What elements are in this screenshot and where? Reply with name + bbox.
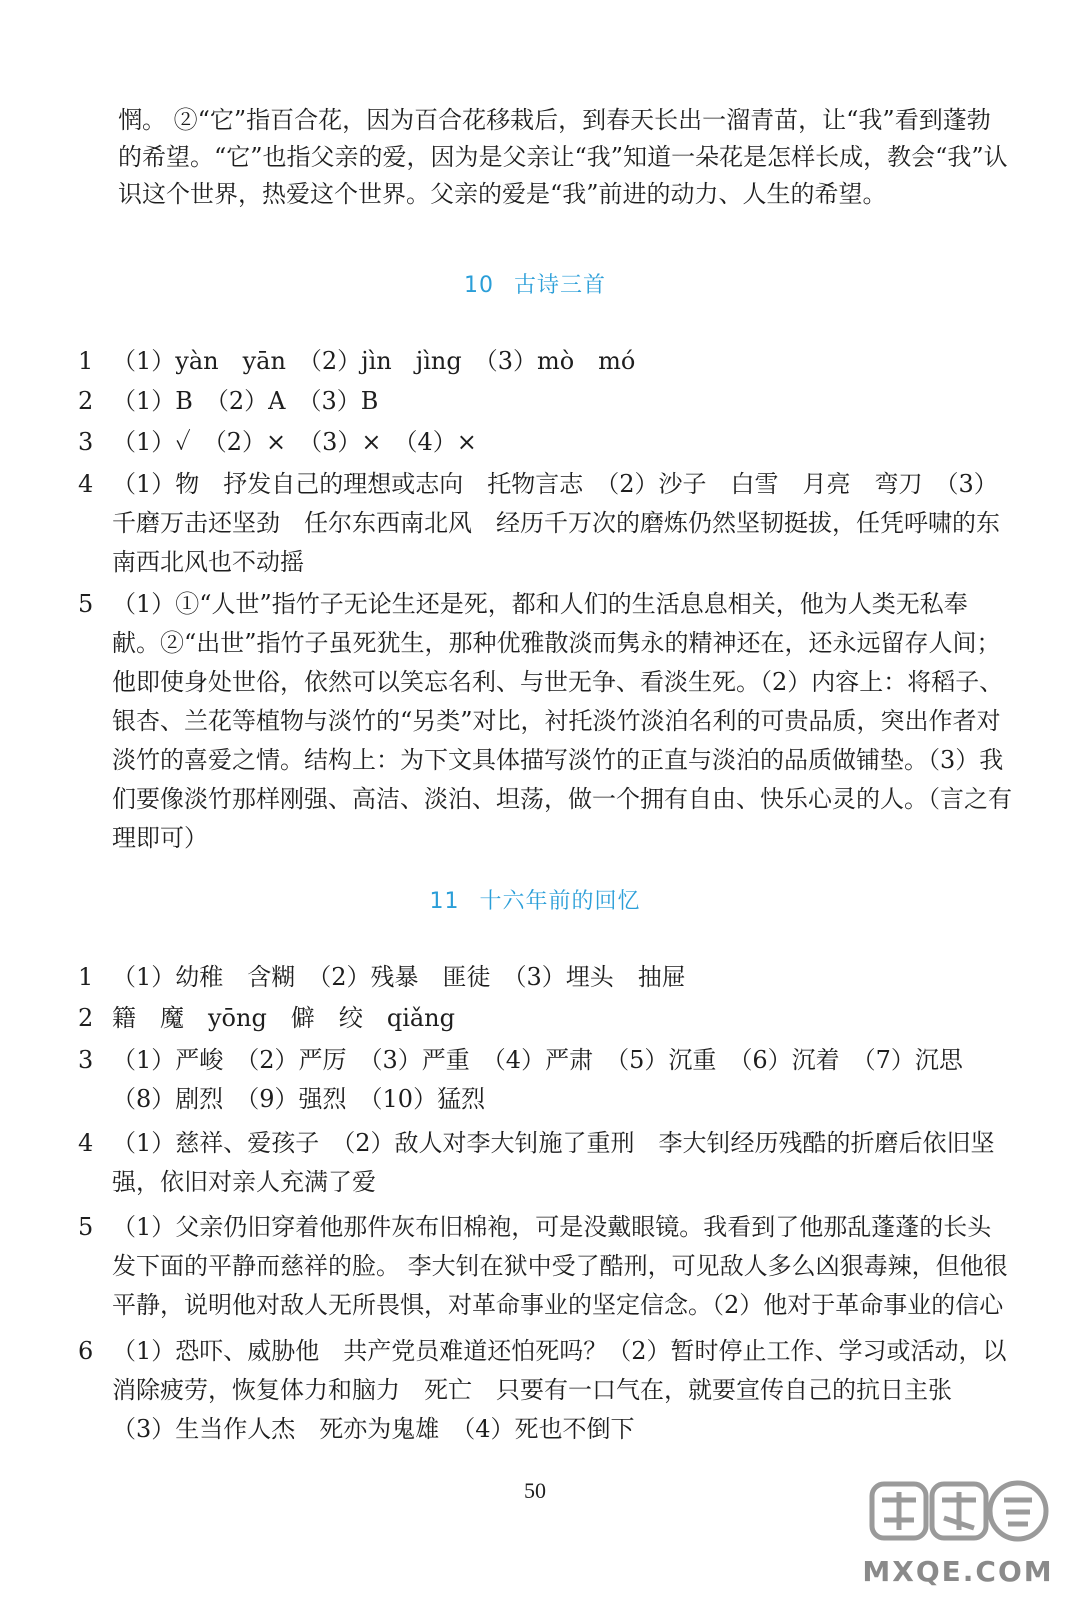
- question-11-1: [78, 958, 1013, 997]
- section-number: 10: [463, 273, 494, 298]
- question-10-4: [78, 465, 1013, 582]
- question-answer: （1）①“人世”指竹子无论生还是死，都和人们的生活息息相关，他为人类无私奉献。②“出世”指竹子虽死犹生，那种优雅散淡而隽永的精神还在，还永远留存人间；他即使身处世俗，依然可以笑忘名利、与世无争、看淡生死。（2）内容上：将稻子、银杏、兰花等植物与淡竹的“另类”对比，衬托淡竹淡泊名利的可贵品质，突出作者对淡竹的喜爱之情。结构上：为下文具体描写淡竹的正直与淡泊的品质做铺垫。（3）我们要像淡竹那样刚强、高洁、淡泊、坦荡，做一个拥有自由、快乐心灵的人。（言之有理即可）: [112, 590, 1012, 852]
- question-answer: （1）严峻 （2）严厉 （3）严重 （4）严肃 （5）沉重 （6）沉着 （7）沉思 （8）剧烈 （9）强烈 （10）猛烈: [112, 1046, 987, 1113]
- question-number: 2: [78, 387, 94, 415]
- question-answer: （1）yàn yān （2）jìn jìng （3）mò mó: [112, 347, 636, 375]
- question-answer: （1）慈祥、爱孩子 （2）敌人对李大钊施了重刑 李大钊经历残酷的折磨后依旧坚强，依旧对亲人充满了爱: [112, 1129, 995, 1196]
- question-number: 1: [78, 347, 94, 375]
- section-name: 十六年前的回忆: [479, 889, 641, 914]
- question-answer: 籍 魔 yōng 僻 绞 qiǎng: [112, 1004, 455, 1032]
- question-11-4: [78, 1124, 1013, 1202]
- question-10-3: [78, 423, 1013, 462]
- page-number: 50: [524, 1478, 546, 1503]
- intro-paragraph: 惘。 ②“它”指百合花，因为百合花移栽后，到春天长出一溜青苗，让“我”看到蓬勃的希望。“它”也指父亲的爱，因为是父亲让“我”知道一朵花是怎样长成，教会“我”认识这个世界，热爱这个世界。父亲的爱是“我”前进的动力、人生的希望。: [118, 106, 1008, 208]
- question-number: 3: [78, 1046, 94, 1074]
- question-number: 5: [78, 590, 94, 618]
- question-10-5: [78, 585, 1013, 858]
- question-11-5: [78, 1208, 1013, 1325]
- question-answer: （1）恐吓、威胁他 共产党员难道还怕死吗？（2）暂时停止工作、学习或活动，以消除疲劳，恢复体力和脑力 死亡 只要有一口气在，就要宣传自己的抗日主张 （3）生当作人杰 死亦为鬼雄 （4）死也不倒下: [112, 1337, 1007, 1443]
- question-answer: （1）✓ （2）× （3）× （4）×: [112, 428, 477, 456]
- question-number: 6: [78, 1337, 94, 1365]
- question-11-6: [78, 1332, 1013, 1449]
- question-number: 2: [78, 1004, 94, 1032]
- question-number: 4: [78, 470, 94, 498]
- section-title-10: [0, 268, 1070, 299]
- question-answer: （1）父亲仍旧穿着他那件灰布旧棉袍，可是没戴眼镜。我看到了他那乱蓬蓬的长头发下面的平静而慈祥的脸。 李大钊在狱中受了酷刑，可见敌人多么凶狠毒辣，但他很平静，说明他对敌人无所畏惧，对革命事业的坚定信念。（2）他对于革命事业的信心: [112, 1213, 1008, 1319]
- question-number: 3: [78, 428, 94, 456]
- section-name: 古诗三首: [513, 273, 606, 298]
- section-title-11: [0, 884, 1070, 915]
- question-number: 4: [78, 1129, 94, 1157]
- watermark-text: MXQE.COM: [862, 1555, 1054, 1588]
- question-11-2: [78, 999, 1013, 1038]
- question-10-2: [78, 382, 1013, 421]
- question-number: 1: [78, 963, 94, 991]
- question-11-3: [78, 1041, 1013, 1119]
- question-10-1: [78, 342, 1013, 381]
- question-answer: （1）B （2）A （3）B: [112, 387, 379, 415]
- section-number: 11: [429, 889, 460, 914]
- watermark: [858, 1470, 1058, 1588]
- watermark-logo-icon: [858, 1470, 1058, 1550]
- question-answer: （1）物 抒发自己的理想或志向 托物言志 （2）沙子 白雪 月亮 弯刀 （3）千磨万击还坚劲 任尔东西南北风 经历千万次的磨炼仍然坚韧挺拔，任凭呼啸的东南西北风也不动摇: [112, 470, 1000, 576]
- question-number: 5: [78, 1213, 94, 1241]
- question-answer: （1）幼稚 含糊 （2）残暴 匪徒 （3）埋头 抽屉: [112, 963, 686, 991]
